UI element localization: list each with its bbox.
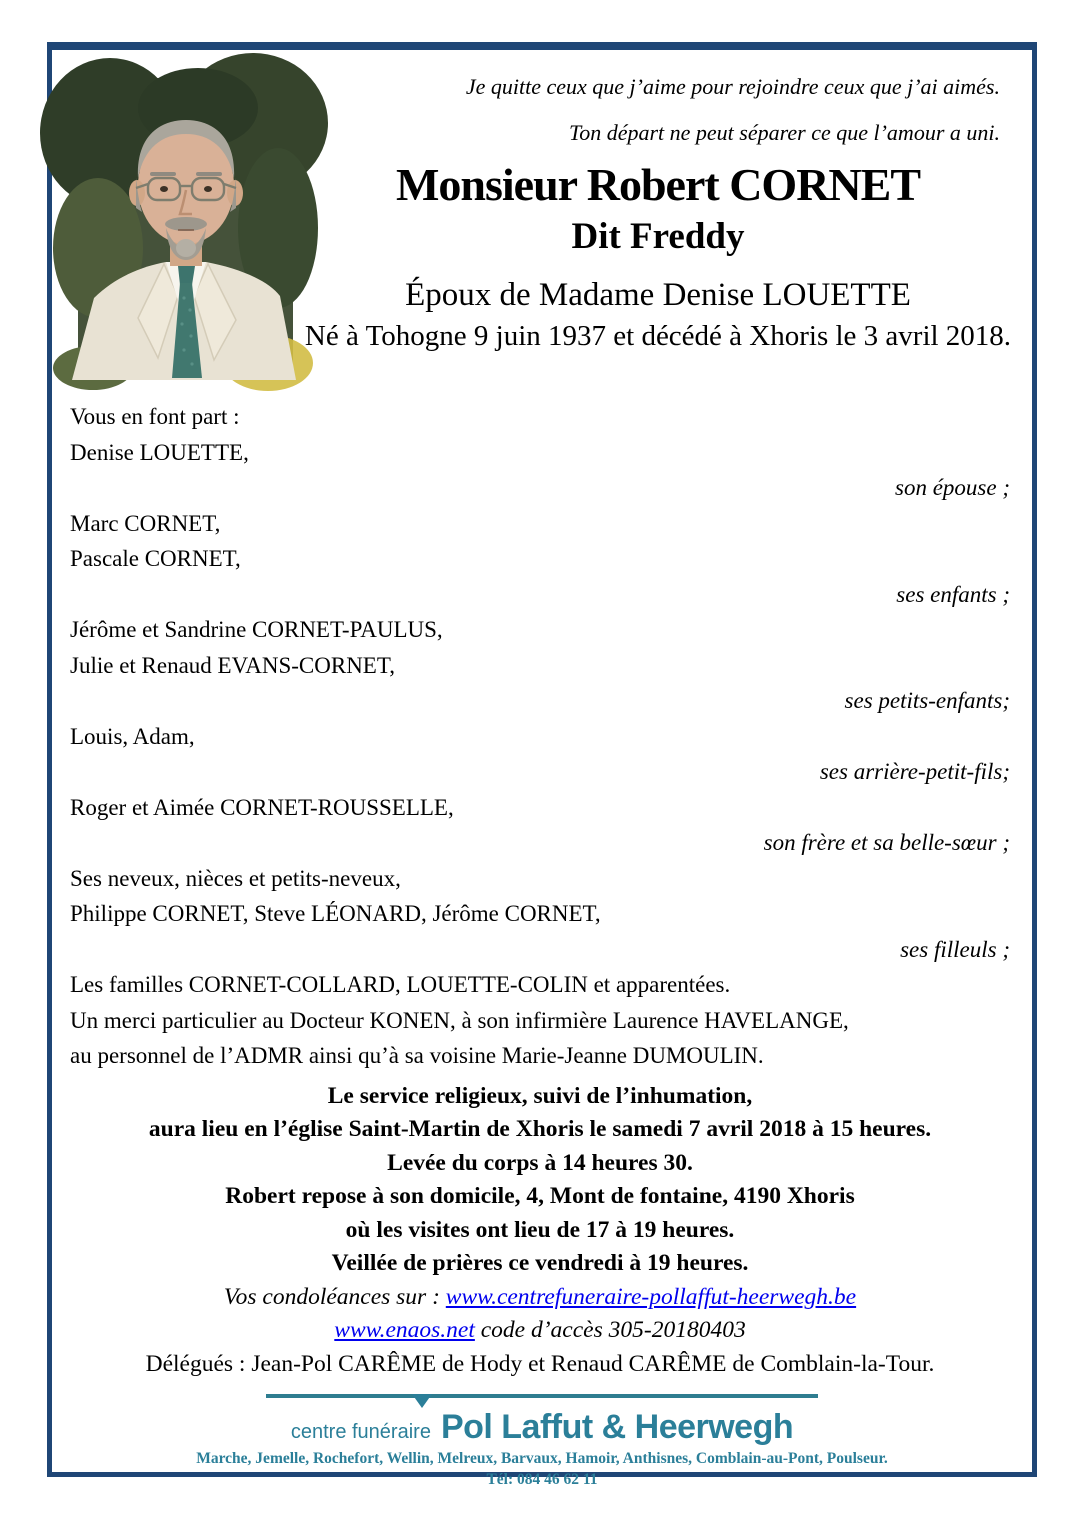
funeral-home-phone: Tél: 084 46 62 11 (486, 1471, 598, 1488)
page-border-frame (47, 42, 1037, 1488)
families-line: Les familles CORNET-COLLARD, LOUETTE-COLIN et apparentées. (70, 972, 731, 997)
enaos-website-link[interactable]: www.enaos.net (334, 1317, 475, 1343)
family-name: Roger et Aimée CORNET-ROUSSELLE, (70, 794, 454, 820)
deceased-nickname: Dit Freddy (571, 216, 745, 257)
family-name: Ses neveux, nièces et petits-neveux, (70, 865, 401, 891)
relation-label: ses filleuls ; (900, 936, 1010, 962)
funeral-home-name: Pol Laffut & Heerwegh (440, 1408, 794, 1446)
ceremony-line: Levée du corps à 14 heures 30. (387, 1149, 693, 1176)
thanks-line-2: au personnel de l’ADMR ainsi qu’à sa voisine Marie-Jeanne DUMOULIN. (70, 1043, 764, 1068)
access-code-text: code d’accès 305-20180403 (474, 1317, 746, 1343)
portrait-photo (78, 78, 293, 378)
deceased-name-title: Monsieur Robert CORNET (395, 159, 921, 210)
family-name: Philippe CORNET, Steve LÉONARD, Jérôme CORNET, (70, 901, 601, 926)
ceremony-line: Le service religieux, suivi de l’inhumation, (327, 1082, 753, 1109)
family-name: Marc CORNET, (70, 510, 221, 536)
ceremony-notice (52, 1074, 1032, 1382)
relation-label: ses petits-enfants; (844, 688, 1010, 713)
family-name: Jérôme et Sandrine CORNET-PAULUS, (70, 617, 443, 642)
family-name: Denise LOUETTE, (70, 439, 249, 465)
family-name: Pascale CORNET, (70, 546, 241, 571)
ceremony-line: Robert repose à son domicile, 4, Mont de fontaine, 4190 Xhoris (225, 1183, 855, 1209)
funeral-home-locations: Marche, Jemelle, Rochefort, Wellin, Melreux, Barvaux, Hamoir, Anthisnes, Comblain-au-Pont, Poulseur. (196, 1450, 888, 1467)
family-name: Louis, Adam, (70, 723, 195, 749)
relation-label: ses enfants ; (896, 581, 1010, 607)
thanks-line-1: Un merci particulier au Docteur KONEN, à son infirmière Laurence HAVELANGE, (70, 1007, 849, 1033)
condolences-prefix: Vos condoléances sur : (223, 1283, 446, 1310)
birth-death-line: Né à Tohogne 9 juin 1937 et décédé à Xhoris le 3 avril 2018. (304, 320, 1012, 352)
logo-triangle-icon (412, 1394, 432, 1408)
header (52, 50, 1032, 387)
portrait-illustration (78, 78, 293, 378)
family-name: Julie et Renaud EVANS-CORNET, (70, 652, 395, 678)
funeral-home-prefix: centre funéraire (290, 1421, 431, 1443)
ceremony-line: aura lieu en l’église Saint-Martin de Xhoris le samedi 7 avril 2018 à 15 heures. (148, 1116, 932, 1142)
relation-label: ses arrière-petit-fils; (819, 759, 1010, 784)
header-text-block (302, 50, 1014, 353)
condolences-line-2 (70, 1314, 1010, 1348)
relation-label: son frère et sa belle-sœur ; (763, 830, 1010, 855)
epitaph-quote-1: Je quitte ceux que j’aime pour rejoindre ceux que j’ai aimés. (465, 74, 1000, 99)
ceremony-line: où les visites ont lieu de 17 à 19 heures. (345, 1216, 735, 1243)
condolences-line-1 (70, 1281, 1010, 1315)
condolences-website-link[interactable]: www.centrefuneraire-pollaffut-heerwegh.be (445, 1283, 857, 1310)
epitaph-quote-2: Ton départ ne peut séparer ce que l’amour a uni. (569, 120, 1000, 145)
funeral-home-footer (52, 1394, 1032, 1489)
ceremony-line: Veillée de prières ce vendredi à 19 heures. (331, 1250, 749, 1276)
footer-divider-rule (266, 1394, 818, 1398)
relation-label: son épouse ; (895, 475, 1010, 500)
delegates-line: Délégués : Jean-Pol CARÊME de Hody et Renaud CARÊME de Comblain-la-Tour. (145, 1350, 935, 1377)
family-announcement (52, 387, 1032, 1074)
funeral-home-logo (52, 1410, 1032, 1444)
announcement-intro: Vous en font part : (70, 404, 240, 429)
spouse-line: Époux de Madame Denise LOUETTE (405, 277, 911, 313)
